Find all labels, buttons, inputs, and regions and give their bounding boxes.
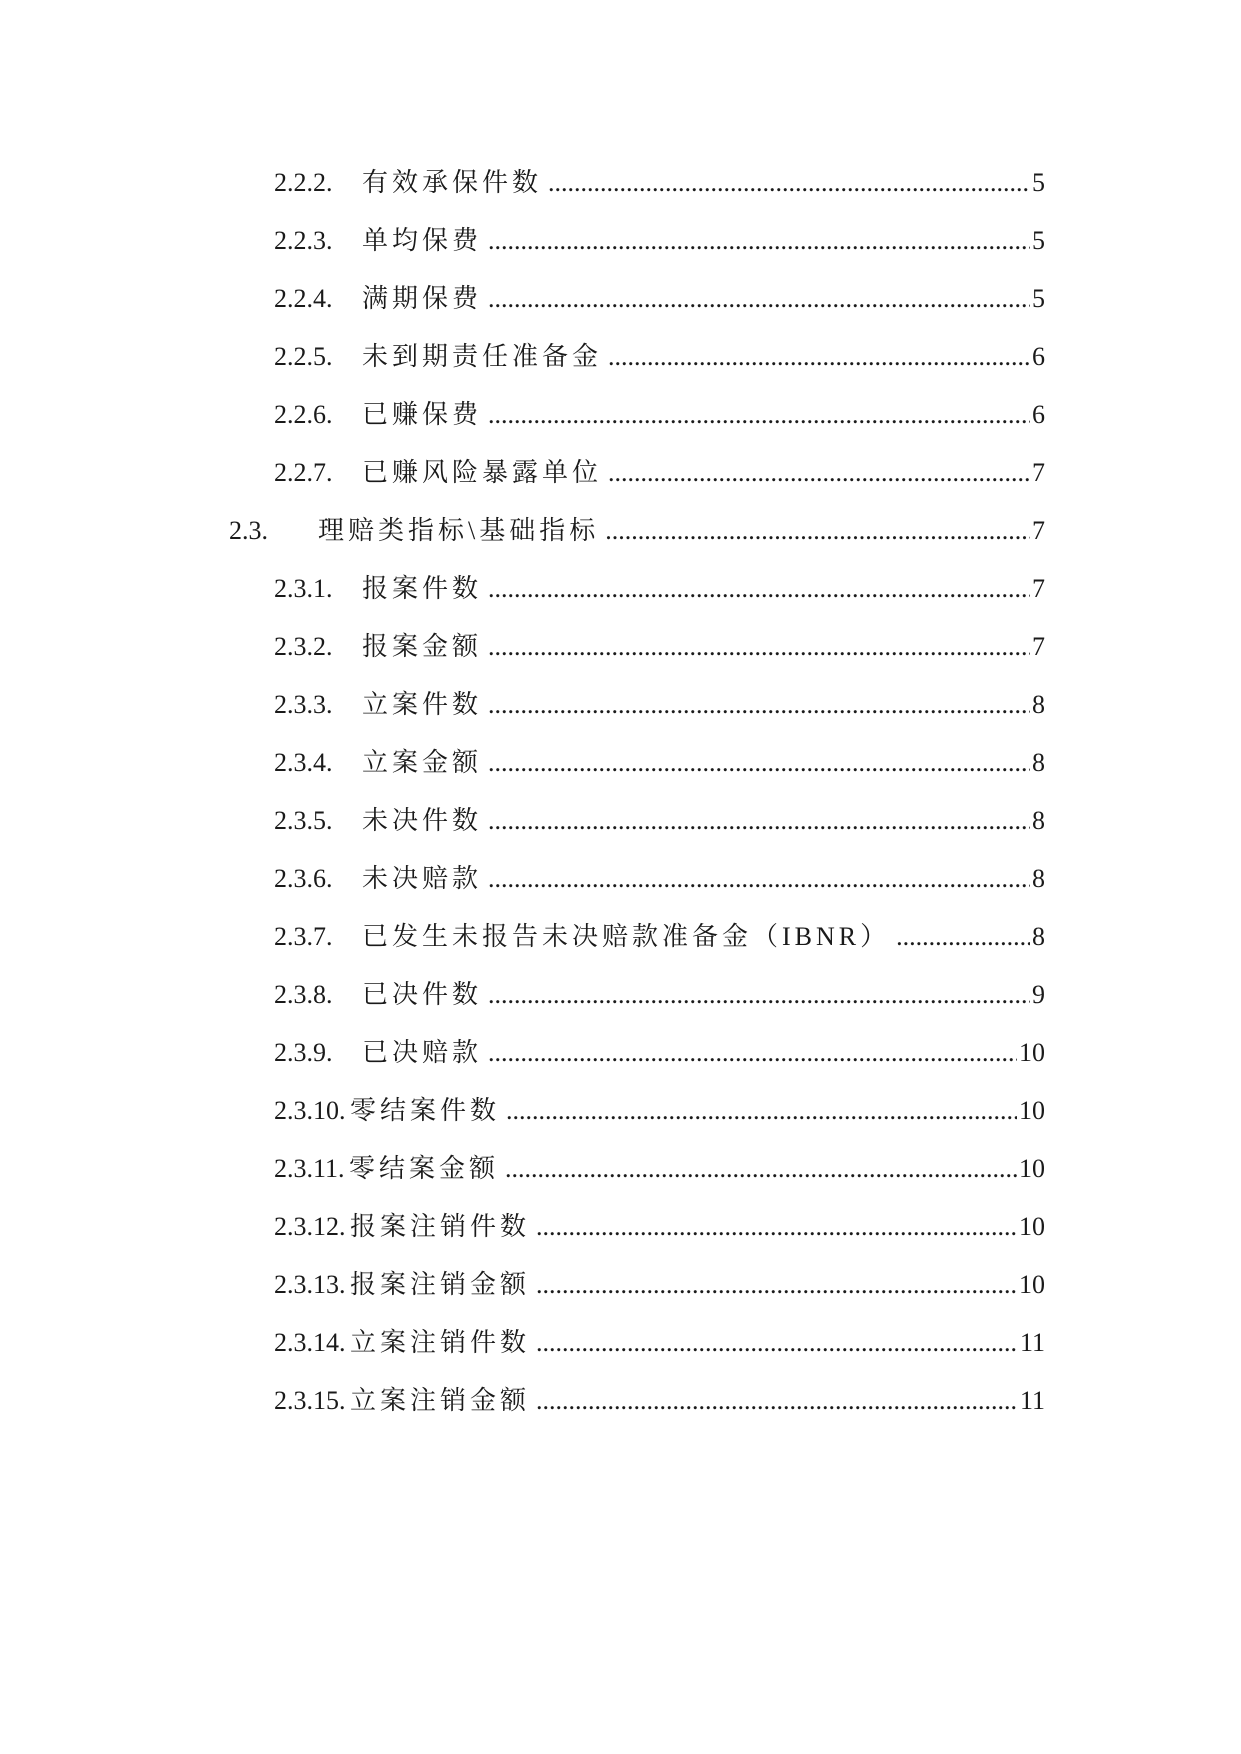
toc-entry-2-3-4[interactable] <box>0 743 1241 783</box>
toc-entry-2-3-11[interactable] <box>0 1149 1241 1189</box>
toc-entry-number: 2.3.6. <box>274 864 333 893</box>
toc-entry-page: 11 <box>1019 1386 1045 1415</box>
toc-entry-body <box>349 1149 1045 1189</box>
toc-entry-title: 报案注销件数 <box>350 1212 531 1241</box>
toc-entry-number: 2.2.4. <box>274 284 333 313</box>
toc-entry-2-3-8[interactable] <box>0 975 1241 1015</box>
toc-entry-2-2-3[interactable] <box>0 221 1241 261</box>
toc-dot-leader <box>608 453 1030 493</box>
toc-entry-2-3-13[interactable] <box>0 1265 1241 1305</box>
toc-dot-leader <box>608 337 1030 377</box>
toc-entry-page: 7 <box>1032 516 1045 545</box>
toc-entry-body <box>362 279 1045 319</box>
toc-entry-body <box>362 801 1045 841</box>
toc-entry-2-3-7[interactable] <box>0 917 1241 957</box>
toc-entry-number: 2.3.8. <box>274 980 333 1009</box>
toc-entry-number: 2.3.3. <box>274 690 333 719</box>
toc-entry-title: 满期保费 <box>362 284 483 313</box>
toc-dot-leader <box>536 1323 1018 1363</box>
toc-entry-title: 已决赔款 <box>362 1038 483 1067</box>
toc-entry-page: 5 <box>1032 168 1045 197</box>
toc-entry-number: 2.3.5. <box>274 806 333 835</box>
toc-entry-title: 立案件数 <box>362 690 483 719</box>
toc-entry-2-3-15[interactable] <box>0 1381 1241 1421</box>
toc-dot-leader <box>488 743 1030 783</box>
toc-dot-leader <box>488 859 1030 899</box>
toc-entry-body <box>318 511 1045 551</box>
toc-dot-leader <box>488 395 1030 435</box>
toc-entry-body <box>350 1091 1045 1131</box>
toc-dot-leader <box>605 511 1030 551</box>
toc-entry-page: 7 <box>1032 632 1045 661</box>
toc-entry-number: 2.2.2. <box>274 168 333 197</box>
toc-entry-page: 7 <box>1032 458 1045 487</box>
toc-entry-2-2-5[interactable] <box>0 337 1241 377</box>
toc-entry-2-3-3[interactable] <box>0 685 1241 725</box>
toc-entry-page: 8 <box>1032 690 1045 719</box>
toc-entry-title: 未到期责任准备金 <box>362 342 603 371</box>
toc-entry-page: 8 <box>1032 748 1045 777</box>
toc-entry-body <box>350 1323 1045 1363</box>
toc-entry-title: 立案注销金额 <box>350 1386 531 1415</box>
toc-entry-number: 2.3.14. <box>274 1328 346 1357</box>
toc-entry-2-3-5[interactable] <box>0 801 1241 841</box>
toc-entry-number: 2.2.5. <box>274 342 333 371</box>
toc-entry-number: 2.3.7. <box>274 922 333 951</box>
toc-entry-body <box>362 685 1045 725</box>
toc-entry-2-3[interactable] <box>0 511 1241 551</box>
toc-entry-page: 10 <box>1019 1096 1045 1125</box>
toc-entry-body <box>362 453 1045 493</box>
toc-entry-title: 报案金额 <box>362 632 483 661</box>
toc-entry-number: 2.2.7. <box>274 458 333 487</box>
toc-entry-2-3-10[interactable] <box>0 1091 1241 1131</box>
toc-entry-title: 未决赔款 <box>362 864 483 893</box>
toc-entry-page: 6 <box>1032 400 1045 429</box>
toc-entry-body <box>362 1033 1045 1073</box>
toc-entry-page: 8 <box>1032 864 1045 893</box>
toc-entry-number: 2.3.13. <box>274 1270 346 1299</box>
toc-dot-leader <box>488 279 1030 319</box>
toc-entry-title: 单均保费 <box>362 226 483 255</box>
toc-entry-body <box>362 627 1045 667</box>
toc-entry-number: 2.3.2. <box>274 632 333 661</box>
toc-entry-number: 2.3.1. <box>274 574 333 603</box>
toc-entry-page: 6 <box>1032 342 1045 371</box>
toc-entry-2-3-14[interactable] <box>0 1323 1241 1363</box>
toc-entry-title: 理赔类指标\基础指标 <box>318 516 600 545</box>
toc-entry-body <box>362 163 1045 203</box>
toc-dot-leader <box>536 1381 1018 1421</box>
toc-dot-leader <box>488 685 1030 725</box>
toc-entry-2-2-6[interactable] <box>0 395 1241 435</box>
toc-entry-body <box>362 975 1045 1015</box>
toc-entry-page: 10 <box>1019 1212 1045 1241</box>
toc-entry-title: 零结案件数 <box>350 1096 501 1125</box>
toc-entry-number: 2.3.12. <box>274 1212 346 1241</box>
toc-entry-number: 2.3.11. <box>274 1154 345 1183</box>
toc-dot-leader <box>488 975 1030 1015</box>
toc-entry-body <box>362 569 1045 609</box>
toc-entry-page: 5 <box>1032 226 1045 255</box>
toc-entry-2-3-1[interactable] <box>0 569 1241 609</box>
toc-entry-body <box>362 337 1045 377</box>
toc-entry-number: 2.3. <box>229 516 268 545</box>
toc-dot-leader <box>896 917 1030 957</box>
toc-entry-number: 2.3.4. <box>274 748 333 777</box>
toc-entry-number: 2.3.15. <box>274 1386 346 1415</box>
toc-entry-title: 未决件数 <box>362 806 483 835</box>
toc-dot-leader <box>506 1091 1017 1131</box>
toc-entry-title: 已决件数 <box>362 980 483 1009</box>
toc-dot-leader <box>488 801 1030 841</box>
toc-entry-page: 10 <box>1019 1038 1045 1067</box>
toc-entry-page: 10 <box>1019 1270 1045 1299</box>
toc-entry-page: 8 <box>1032 806 1045 835</box>
toc-entry-number: 2.3.10. <box>274 1096 346 1125</box>
toc-entry-title: 已赚保费 <box>362 400 483 429</box>
toc-entry-number: 2.3.9. <box>274 1038 333 1067</box>
toc-entry-body <box>350 1381 1045 1421</box>
toc-entry-2-2-4[interactable] <box>0 279 1241 319</box>
toc-entry-page: 11 <box>1019 1328 1045 1357</box>
toc-entry-2-2-7[interactable] <box>0 453 1241 493</box>
toc-entry-body <box>362 743 1045 783</box>
toc-entry-2-3-6[interactable] <box>0 859 1241 899</box>
toc-entry-page: 10 <box>1019 1154 1045 1183</box>
toc-entry-body <box>362 859 1045 899</box>
toc-entry-title: 报案注销金额 <box>350 1270 531 1299</box>
toc-dot-leader <box>536 1265 1017 1305</box>
toc-entry-body <box>350 1207 1045 1247</box>
toc-entry-title: 报案件数 <box>362 574 483 603</box>
toc-entry-2-2-2[interactable] <box>0 163 1241 203</box>
toc-entry-body <box>350 1265 1045 1305</box>
toc-dot-leader <box>505 1149 1017 1189</box>
toc-dot-leader <box>488 221 1030 261</box>
toc-entry-number: 2.2.3. <box>274 226 333 255</box>
toc-entry-2-3-9[interactable] <box>0 1033 1241 1073</box>
toc-entry-page: 5 <box>1032 284 1045 313</box>
toc-entry-title: 已发生未报告未决赔款准备金（IBNR） <box>362 922 891 951</box>
toc-entry-2-3-2[interactable] <box>0 627 1241 667</box>
toc-entry-body <box>362 221 1045 261</box>
toc-dot-leader <box>488 627 1030 667</box>
toc-entry-title: 立案金额 <box>362 748 483 777</box>
toc-entry-2-3-12[interactable] <box>0 1207 1241 1247</box>
toc-entry-body <box>362 917 1045 957</box>
toc-entry-page: 7 <box>1032 574 1045 603</box>
toc-dot-leader <box>536 1207 1017 1247</box>
toc-entry-title: 已赚风险暴露单位 <box>362 458 603 487</box>
toc-dot-leader <box>488 569 1030 609</box>
toc-dot-leader <box>488 1033 1017 1073</box>
toc-entry-number: 2.2.6. <box>274 400 333 429</box>
toc-entry-title: 零结案金额 <box>349 1154 500 1183</box>
toc-dot-leader <box>548 163 1030 203</box>
toc-entry-title: 有效承保件数 <box>362 168 543 197</box>
toc-entry-page: 8 <box>1032 922 1045 951</box>
toc-entry-body <box>362 395 1045 435</box>
toc-entry-title: 立案注销件数 <box>350 1328 531 1357</box>
toc-entry-page: 9 <box>1032 980 1045 1009</box>
